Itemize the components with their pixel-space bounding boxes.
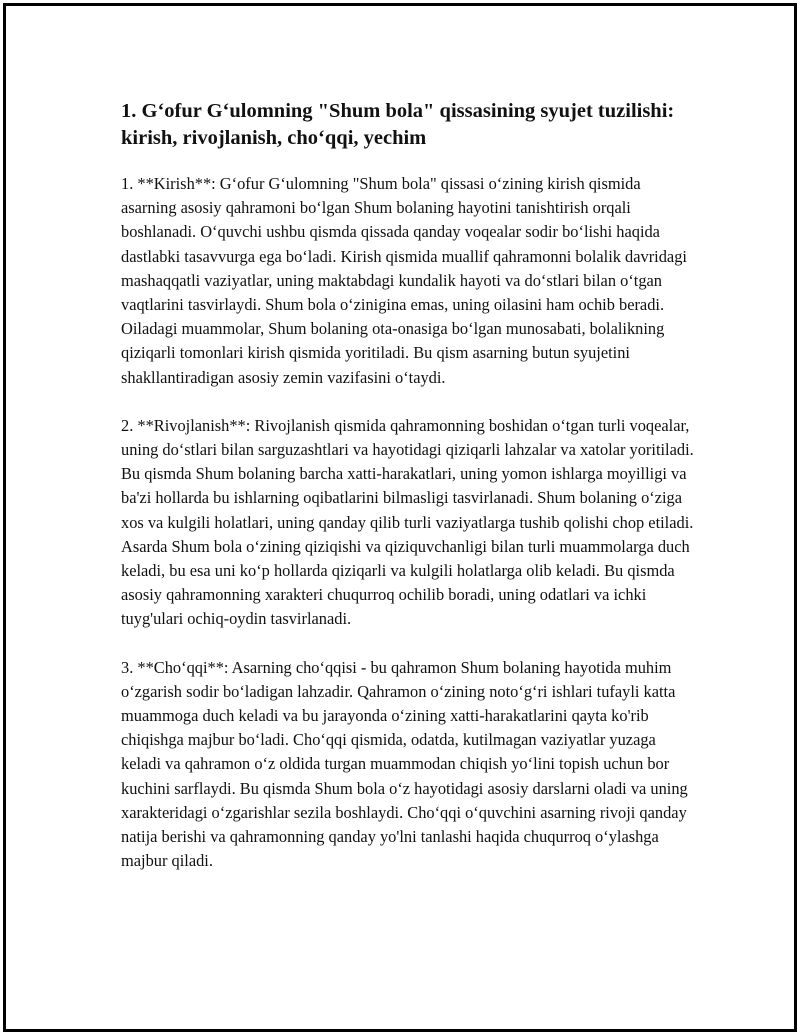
page-frame — [3, 3, 797, 1032]
paragraph-rivojlanish: 2. **Rivojlanish**: Rivojlanish qismida qahramonning boshidan o‘tgan turli voqealar, uning do‘stlari bilan sarguzashtlari va hayotidagi qiziqarli lahzalar va xatolar yoritiladi. Bu qismda Shum bolaning barcha xatti-harakatlari, uning yomon ishlarga moyilligi va ba'zi hollarda bu ishlarning oqibatlarini bilmasligi tasvirlanadi. Shum bolaning o‘ziga xos va kulgili holatlari, uning qanday qilib turli vaziyatlarga tushib qolishi chop etiladi. Asarda Shum bola o‘zining qiziqishi va qiziquvchanligi bilan turli muammolarga duch keladi, bu esa uni ko‘p hollarda qiziqarli va kulgili holatlarga olib keladi. Bu qismda asosiy qahramonning xarakteri chuqurroq ochilib boradi, uning odatlari va ichki tuyg'ulari ochiq-oydin tasvirlanadi. — [121, 415, 694, 629]
paragraph-choqqi: 3. **Cho‘qqi**: Asarning cho‘qqisi - bu qahramon Shum bolaning hayotida muhim o‘zgarish sodir bo‘ladigan lahzadir. Qahramon o‘zining noto‘g‘ri ishlari tufayli katta muammoga duch keladi va bu jarayonda o‘zining xatti-harakatlarini qayta ko'rib chiqishga majbur bo‘ladi. Cho‘qqi qismida, odatda, kutilmagan vaziyatlar yuzaga keladi va qahramon o‘z oldida turgan muammodan chiqish yo‘lini topish uchun bor kuchini sarflaydi. Bu qismda Shum bola o‘z hayotidagi asosiy darslarni oladi va uning xarakteridagi o‘zgarishlar sezila boshlaydi. Cho‘qqi o‘quvchini asarning rivoji qanday natija berishi va qahramonning qanday yo'lni tanlashi haqida chuqurroq o‘ylashga majbur qiladi. — [121, 657, 688, 871]
paragraph-kirish: 1. **Kirish**: G‘ofur G‘ulomning "Shum bola" qissasi o‘zining kirish qismida asarning asosiy qahramoni bo‘lgan Shum bolaning hayotini tanishtirish orqali boshlanadi. O‘quvchi ushbu qismda qissada qanday voqealar sodir bo‘lishi haqida dastlabki tasavvurga ega bo‘ladi. Kirish qismida muallif qahramonni bolalik davridagi mashaqqatli vaziyatlar, uning maktabdagi kundalik hayoti va do‘stlari bilan o‘tgan vaqtlarini tasvirlaydi. Shum bola o‘zinigina emas, uning oilasini ham ochib beradi. Oiladagi muammolar, Shum bolaning ota-onasiga bo‘lgan munosabati, bolalikning qiziqarli tomonlari kirish qismida yoritiladi. Bu qism asarning butun syujetini shakllantiradigan asosiy zemin vazifasini o‘taydi. — [121, 174, 687, 387]
document-heading: 1. G‘ofur G‘ulomning "Shum bola" qissasining syujet tuzilishi: kirish, rivojlanish, cho‘qqi, yechim — [121, 100, 675, 149]
document-body — [121, 98, 696, 897]
